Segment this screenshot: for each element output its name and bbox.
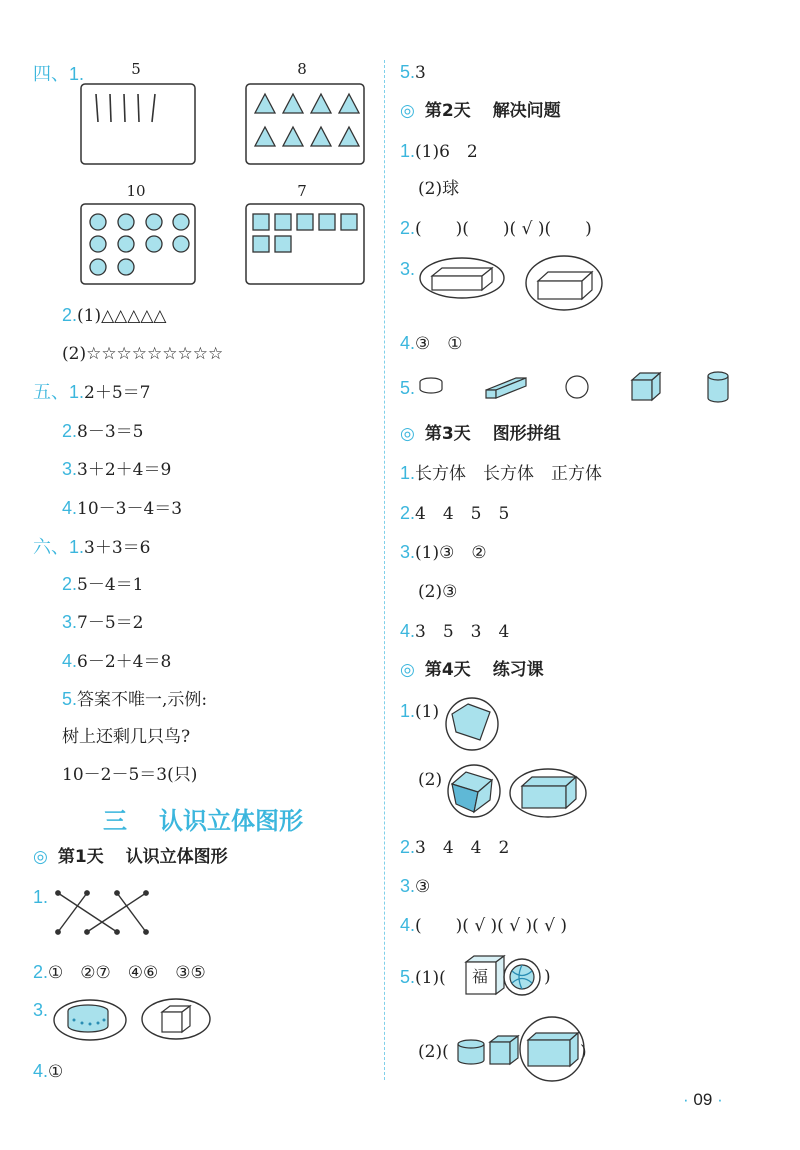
short-cylinder [458,1040,484,1064]
day1-heading: ◎ 第1天 认识立体图形 [33,847,228,867]
box-label-8: 8 [297,60,307,78]
day4-q5-b-open: (2)( [418,1042,449,1062]
day3-q3-b: (2)③ [418,582,458,602]
day4-q5-a-close: ) [544,967,551,987]
liu-q2: 2.5－4＝1 [62,574,144,595]
wu-q1: 五、1.2＋5＝7 [33,382,151,403]
box-label-5: 5 [131,60,141,78]
box-label-7: 7 [297,182,307,200]
day3-q2: 2.4 4 5 5 [400,503,510,524]
day3-q3-a: 3.(1)③ ② [400,542,487,563]
day2-q1-b: (2)球 [418,179,460,199]
day2-q5-num: 5. [400,378,416,398]
day2-q4: 4.③ ① [400,333,463,354]
liu-q5: 5.答案不唯一,示例: [62,689,208,710]
day3-q1: 1.长方体 长方体 正方体 [400,463,603,484]
page-number: · 09 · [683,1090,723,1109]
day4-q5-a-open: 5.(1)( [400,967,446,988]
day4-q3: 3.③ [400,876,431,897]
day1-q2: 2.① ②⑦ ④⑥ ③⑤ [33,962,206,983]
day3-q4: 4.3 5 3 4 [400,621,510,642]
day4-q1-b: (2) [418,770,443,790]
day2-q3-num: 3. [400,259,416,279]
section-si-heading: 四、1. [33,64,85,84]
day4-q2: 2.3 4 4 2 [400,837,510,858]
right-top-5: 5.3 [400,62,426,83]
liu-q4: 4.6－2＋4＝8 [62,651,172,672]
day3-heading: ◎ 第3天 图形拼组 [400,424,561,444]
fu-character: 福 [472,967,489,986]
liu-q1: 六、1.3＋3＝6 [33,537,151,558]
si-q2-b: (2)☆☆☆☆☆☆☆☆☆ [62,344,224,364]
day4-heading: ◎ 第4天 练习课 [400,660,544,680]
day4-q4: 4.( )( √ )( √ )( √ ) [400,915,567,936]
day2-q2: 2.( )( )( √ )( ) [400,218,592,239]
box-label-10: 10 [126,182,146,200]
wu-q3: 3.3＋2＋4＝9 [62,459,172,480]
small-cube [490,1036,518,1064]
day4-q5-b-close: ) [580,1042,587,1062]
wu-q4: 4.10－3－4＝3 [62,498,183,519]
si-q2-a: 2.(1)△△△△△ [62,305,167,326]
liu-q5-line2: 树上还剩几只鸟? [62,727,191,747]
liu-q5-line3: 10－2－5＝3(只) [62,765,198,785]
day1-q3-num: 3. [33,1000,49,1020]
day1-q1-num: 1. [33,887,49,907]
circled-large-cuboid [520,1017,584,1081]
day2-q1-a: 1.(1)6 2 [400,141,478,162]
wu-q2: 2.8－3＝5 [62,421,144,442]
day1-q4: 4.① [33,1061,64,1082]
liu-q3: 3.7－5＝2 [62,612,144,633]
day2-heading: ◎ 第2天 解决问题 [400,101,561,121]
chapter-heading: 三 认识立体图形 [103,807,303,835]
day4-q1-a: 1.(1) [400,701,440,722]
